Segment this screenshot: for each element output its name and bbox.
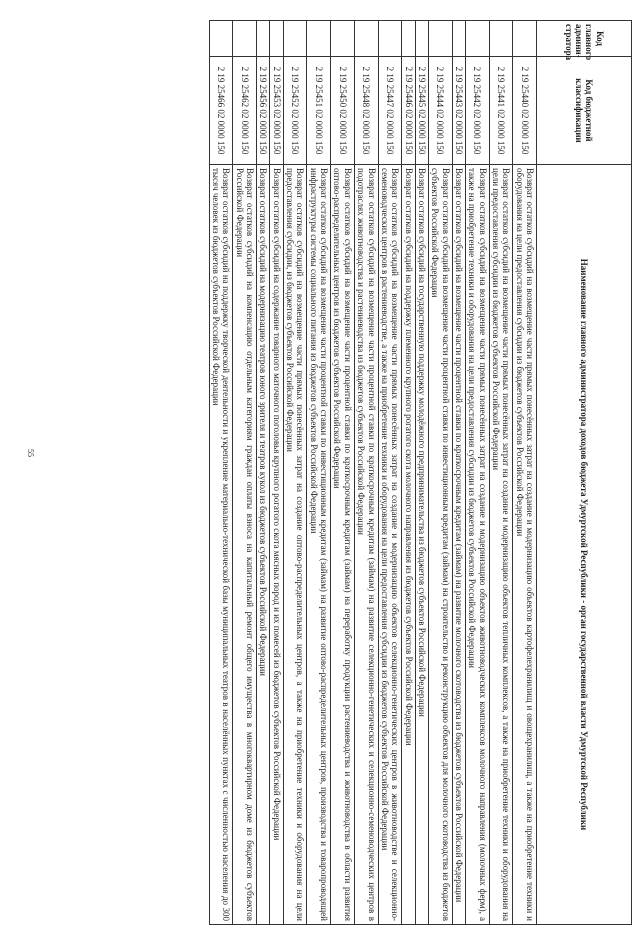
revenue-name-cell: Возврат остатков субсидий на компенсацию отдельным категориям граждан оплаты взноса на капитальный ремонт общего имущества в многоквартирном доме из бюджетов субъектов Российской Федерации — [233, 165, 257, 925]
budget-code-cell: 2 19 25462 02 0000 150 — [233, 57, 257, 165]
admin-code-cell — [428, 21, 452, 57]
revenue-name-cell: Возврат остатков субсидий на возмещение части прямых понесённых затрат на создание и модернизацию объектов тепличных комплексов, а также на приобретение техники и оборудования на цели предоставления субсидии из бюджетов субъектов Российской Федерации — [489, 165, 513, 925]
table-row — [513, 21, 537, 925]
admin-code-cell — [257, 21, 270, 57]
admin-code-cell — [331, 21, 355, 57]
budget-code-cell: 2 19 25440 02 0000 150 — [513, 57, 537, 165]
admin-code-cell — [270, 21, 283, 57]
revenue-name-cell: Возврат остатков субсидий на возмещение части прямых понесённых затрат на создание оптово-распределительных центров, а также на приобретение техники и оборудования на цели предоставления субсидии, из бюджетов субъектов Российской Федерации — [283, 165, 307, 925]
table-row — [354, 21, 378, 925]
admin-code-cell — [378, 21, 402, 57]
table-row — [209, 21, 233, 925]
page-number: 55 — [26, 449, 35, 457]
budget-code-cell: 2 19 25446 02 0000 150 — [402, 57, 415, 165]
table-row — [402, 21, 415, 925]
revenue-name-cell: Возврат остатков субсидий на возмещение части прямых понесённых затрат на создание и модернизацию объектов селекционно-генетических центров в животноводстве и селекционно-семеноводческих центров в растениеводстве, а также на приобретение техники и оборудования на цели предоставления субсидии из бюджетов субъектов Российской Федерации — [378, 165, 402, 925]
table-row — [415, 21, 428, 925]
admin-code-cell — [465, 21, 489, 57]
header-admin-code: Код главного админи-стратора — [537, 21, 632, 57]
admin-code-cell — [452, 21, 465, 57]
table-row — [489, 21, 513, 925]
revenue-name-cell: Возврат остатков субсидий на возмещение части процентной ставки по краткосрочным кредитам (займам) на развитие молочного скотоводства из бюджетов субъектов Российской Федерации — [452, 165, 465, 925]
revenue-name-cell: Возврат остатков субсидий на поддержку племенного крупного рогатого скота молочного направления из бюджетов субъектов Российской Федерации — [402, 165, 415, 925]
budget-code-cell: 2 19 25447 02 0000 150 — [378, 57, 402, 165]
revenue-name-cell: Возврат остатков субсидий на содержание товарного маточного поголовья крупного рогатого скота мясных пород и их помесей из бюджетов субъектов Российской Федерации — [270, 165, 283, 925]
budget-code-cell: 2 19 25453 02 0000 150 — [270, 57, 283, 165]
admin-code-cell — [415, 21, 428, 57]
header-admin-name: Наименование главного администратора доходов бюджета Удмуртской Республики - орган государственной власти Удмуртской Республики — [537, 165, 632, 925]
document-page — [112, 20, 632, 925]
budget-code-cell: 2 19 25450 02 0000 150 — [331, 57, 355, 165]
revenue-name-cell: Возврат остатков субсидий на модернизацию театров юного зрителя и театров кукол из бюджетов субъектов Российской Федерации — [257, 165, 270, 925]
header-budget-code: Код бюджетной классификации — [537, 57, 632, 165]
table-row — [452, 21, 465, 925]
table-row — [233, 21, 257, 925]
budget-code-cell: 2 19 25466 02 0000 150 — [209, 57, 233, 165]
table-header-row — [537, 21, 632, 925]
admin-code-cell — [307, 21, 331, 57]
table-row — [257, 21, 270, 925]
revenue-name-cell: Возврат остатков субсидий на возмещение части процентной ставки по краткосрочным кредитам (займам) на развитие селекционно-генетических и селекционно-семеноводческих центров в подотраслях животноводства и растениеводства из бюджетов субъектов Российской Федерации — [354, 165, 378, 925]
admin-code-cell — [209, 21, 233, 57]
revenue-name-cell: Возврат остатков субсидий на возмещение части процентной ставки по инвестиционным кредитам (займам) на строительство и реконструкцию объектов для молочного скотоводства из бюджетов субъектов Российской Федерации — [428, 165, 452, 925]
budget-code-cell: 2 19 25456 02 0000 150 — [257, 57, 270, 165]
admin-code-cell — [489, 21, 513, 57]
revenue-name-cell: Возврат остатков субсидий на возмещение части прямых понесённых затрат на создание и модернизацию объектов картофелехранилищ и овощехранилищ, а также на приобретение техники и оборудования на цели предоставления субсидии из бюджетов субъектов Российской Федерации — [513, 165, 537, 925]
table-row — [465, 21, 489, 925]
budget-code-cell: 2 19 25444 02 0000 150 — [428, 57, 452, 165]
table-row — [378, 21, 402, 925]
revenue-name-cell: Возврат остатков субсидий на возмещение части прямых понесённых затрат на создание и модернизацию объектов животноводческих комплексов молочного направления (молочных ферм), а также на приобретение техники и оборудования на цели предоставления субсидии из бюджетов субъектов Российской Федерации — [465, 165, 489, 925]
budget-code-cell: 2 19 25448 02 0000 150 — [354, 57, 378, 165]
admin-code-cell — [233, 21, 257, 57]
admin-code-cell — [354, 21, 378, 57]
admin-code-cell — [283, 21, 307, 57]
revenue-name-cell: Возврат остатков субсидий на возмещение части процентной ставки по инвестиционным кредитам (займам) на развитие оптово-распределительных центров, производства и товаропроводящей инфраструктуры системы социального питания из бюджетов субъектов Российской Федерации — [307, 165, 331, 925]
budget-code-cell: 2 19 25452 02 0000 150 — [283, 57, 307, 165]
budget-code-cell: 2 19 25442 02 0000 150 — [465, 57, 489, 165]
admin-code-cell — [402, 21, 415, 57]
budget-code-cell: 2 19 25441 02 0000 150 — [489, 57, 513, 165]
table-row — [270, 21, 283, 925]
table-row — [307, 21, 331, 925]
budget-code-cell: 2 19 25451 02 0000 150 — [307, 57, 331, 165]
table-row — [283, 21, 307, 925]
revenue-name-cell: Возврат остатков субсидий на возмещение части процентной ставки по краткосрочным кредитам (займам) на переработку продукции растениеводства и животноводства в области развития оптово-распределительных центров из бюджетов субъектов Российской Федерации — [331, 165, 355, 925]
admin-code-cell — [513, 21, 537, 57]
budget-code-cell: 2 19 25443 02 0000 150 — [452, 57, 465, 165]
budget-code-cell: 2 19 25445 02 0000 150 — [415, 57, 428, 165]
revenue-name-cell: Возврат остатков субсидий на государственную поддержку молодёжного предпринимательства из бюджетов субъектов Российской Федерации — [415, 165, 428, 925]
table-row — [331, 21, 355, 925]
table-row — [428, 21, 452, 925]
revenue-name-cell: Возврат остатков субсидий на поддержку творческой деятельности и укрепление материально-технической базы муниципальных театров в населённых пунктах с численностью населения до 300 тысяч человек из бюджетов субъектов Российской Федерации — [209, 165, 233, 925]
revenue-admin-table — [209, 20, 632, 925]
